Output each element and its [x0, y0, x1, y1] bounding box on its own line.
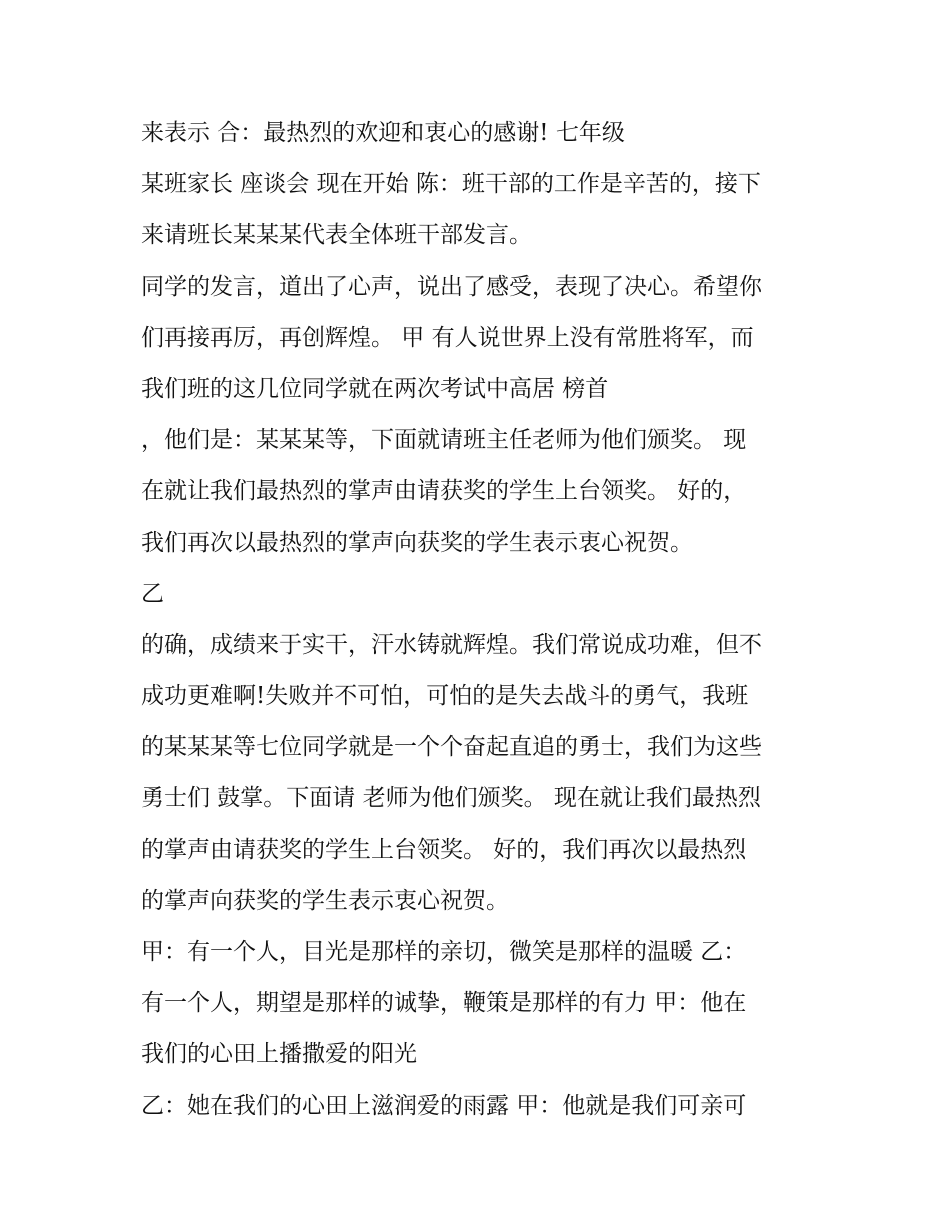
text-line: 的掌声由请获奖的学生上台领奖。 好的，我们再次以最热烈	[141, 836, 747, 863]
text-line: 勇士们 鼓掌。下面请 老师为他们颁奖。 现在就让我们最热烈	[141, 785, 761, 812]
text-line: 同学的发言，道出了心声，说出了感受，表现了决心。希望你	[141, 273, 762, 300]
text-line: 我们再次以最热烈的掌声向获奖的学生表示衷心祝贺。	[141, 529, 693, 556]
text-line: 的掌声向获奖的学生表示衷心祝贺。	[141, 887, 509, 914]
text-line: 乙：她在我们的心田上滋润爱的雨露 甲：他就是我们可亲可	[141, 1092, 747, 1119]
text-line: 我们的心田上播撒爱的阳光	[141, 1041, 417, 1068]
text-line: 在就让我们最热烈的掌声由请获奖的学生上台领奖。 好的，	[141, 478, 747, 505]
text-line: 成功更难啊!失败并不可怕，可怕的是失去战斗的勇气，我班	[141, 683, 749, 710]
text-line: 来请班长某某某代表全体班干部发言。	[141, 222, 532, 249]
text-line: 甲：有一个人，目光是那样的亲切，微笑是那样的温暖 乙：	[141, 939, 747, 965]
text-line: 的某某某等七位同学就是一个个奋起直追的勇士，我们为这些	[141, 734, 762, 761]
text-line: 有一个人，期望是那样的诚挚，鞭策是那样的有力 甲：他在	[141, 990, 747, 1017]
text-line: ，他们是：某某某等，下面就请班主任老师为他们颁奖。 现	[141, 427, 747, 454]
text-line: 某班家长 座谈会 现在开始 陈：班干部的工作是辛苦的，接下	[141, 171, 761, 198]
text-line: 来表示 合：最热烈的欢迎和衷心的感谢! 七年级	[141, 120, 625, 146]
text-line: 的确，成绩来于实干，汗水铸就辉煌。我们常说成功难，但不	[141, 631, 762, 658]
text-line: 乙	[141, 580, 164, 607]
text-line: 我们班的这几位同学就在两次考试中高居 榜首	[141, 375, 609, 402]
document-body	[141, 108, 831, 1132]
text-line: 们再接再厉，再创辉煌。 甲 有人说世界上没有常胜将军，而	[141, 324, 754, 351]
